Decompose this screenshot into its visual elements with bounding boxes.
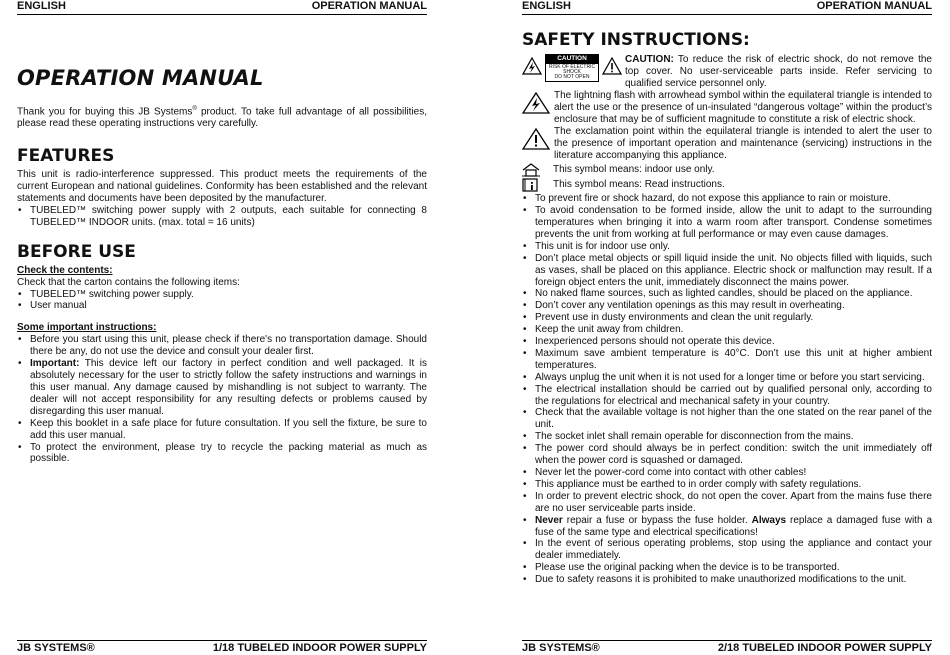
page-title: OPERATION MANUAL <box>17 66 264 90</box>
safety-list <box>522 193 932 586</box>
list-item: • Prevent use in dusty environments and clean the unit regularly. <box>522 312 932 324</box>
list-item: • Due to safety reasons it is prohibited to make unauthorized modifications to the unit. <box>522 574 932 586</box>
list-item: • In order to prevent electric shock, do not open the cover. Apart from the mains fuse there are no user serviceable parts inside. <box>522 491 932 515</box>
left-content <box>17 66 427 465</box>
list-item: • Please use the original packing when the device is to be transported. <box>522 562 932 574</box>
important-instructions-heading: Some important instructions: <box>17 322 157 334</box>
contents-list <box>17 289 427 313</box>
header-doc-type: OPERATION MANUAL <box>311 0 427 12</box>
footer-brand: JB SYSTEMS® <box>522 642 600 654</box>
list-item: • Maximum save ambient temperature is 40°C. Don’t use this unit at higher ambient temperatures. <box>522 348 932 372</box>
caution-text: CAUTION: To reduce the risk of electric shock, do not remove the top cover. No user-serviceable parts inside. Refer servicing to qualified service personnel only. <box>625 54 932 89</box>
footer-brand: JB SYSTEMS® <box>17 642 95 654</box>
features-paragraph: This unit is radio-interference suppressed. This product meets the requirements of the current European and national guidelines. Conformity has been established and the relevant statements and documents have been deposited by the manufacturer. <box>17 169 427 204</box>
list-item: • The electrical installation should be carried out by qualified personal only, according to the regulations for electrical and mechanical safety in your country. <box>522 384 932 408</box>
list-item: • To prevent fire or shock hazard, do not expose this appliance to rain or moisture. <box>522 193 932 205</box>
list-item: • Don’t place metal objects or spill liquid inside the unit. No objects filled with liquids, such as vases, shall be placed on this appliance. Electric shock or malfunction may result. If a foreign object enters the unit, immediately disconnect the mains power. <box>522 253 932 289</box>
list-item: • In the event of serious operating problems, stop using the appliance and contact your dealer immediately. <box>522 538 932 562</box>
header-language: ENGLISH <box>17 0 66 12</box>
list-item: • Never let the power-cord come into contact with other cables! <box>522 467 932 479</box>
check-contents-text: Check that the carton contains the following items: <box>17 276 240 288</box>
right-content <box>522 30 932 586</box>
left-page <box>17 0 427 654</box>
safety-title: SAFETY INSTRUCTIONS: <box>522 30 750 50</box>
list-item: • Before you start using this unit, please check if there's no transportation damage. Should there be any, do not use the device and consult your dealer first. <box>17 334 427 358</box>
read-instructions-icon <box>522 178 540 192</box>
footer-page-info: 2/18 TUBELED INDOOR POWER SUPPLY <box>717 642 932 654</box>
list-item: • Keep this booklet in a safe place for future consultation. If you sell the fixture, be sure to add this user manual. <box>17 418 427 442</box>
right-page <box>522 0 932 654</box>
caution-label: CAUTION RISK OF ELECTRIC SHOCK DO NOT OPEN <box>545 54 599 82</box>
read-instructions-row: This symbol means: Read instructions. <box>522 178 932 192</box>
page-footer <box>17 640 427 655</box>
intro-paragraph: Thank you for buying this JB Systems® product. To take full advantage of all possibilities, please read these operating instructions very carefully. <box>17 106 428 130</box>
exclamation-explanation: The exclamation point within the equilateral triangle is intended to alert the user to the presence of important operation and maintenance (servicing) instructions in the literature accompanying this appliance. <box>522 126 932 162</box>
list-item: • Inexperienced persons should not operate this device. <box>522 336 932 348</box>
list-item: • TUBELED™ switching power supply. <box>17 289 427 301</box>
list-item: • Always unplug the unit when it is not used for a longer time or before you start servicing. <box>522 372 932 384</box>
instructions-list <box>17 334 427 465</box>
list-item: • Don’t cover any ventilation openings as this may result in overheating. <box>522 300 932 312</box>
features-title: FEATURES <box>17 146 115 167</box>
check-contents-heading: Check the contents: <box>17 264 113 276</box>
list-item: • Check that the available voltage is not higher than the one stated on the rear panel of the unit. <box>522 407 932 431</box>
lightning-triangle-icon <box>522 92 550 114</box>
list-item: • To avoid condensation to be formed inside, allow the unit to adapt to the surrounding temperatures when bringing it into a warm room after transport. Condense sometimes prevents the unit from working at full performance or may even cause damages. <box>522 205 932 241</box>
list-item: • The power cord should always be in perfect condition: switch the unit immediately off when the power cord is squashed or damaged. <box>522 443 932 467</box>
exclamation-warning-icon <box>602 57 622 75</box>
list-item: • The socket inlet shall remain operable for disconnection from the mains. <box>522 431 932 443</box>
list-item: • TUBELED™ switching power supply with 2 outputs, each suitable for connecting 8 TUBELED™ INDOOR units. (max. total = 16 units) <box>17 205 427 229</box>
header-language: ENGLISH <box>522 0 571 12</box>
list-item: • Never repair a fuse or bypass the fuse holder. Always replace a damaged fuse with a fuse of the same type and electrical specifications! <box>522 515 932 539</box>
before-use-title: BEFORE USE <box>17 241 136 262</box>
page-footer <box>522 640 932 655</box>
indoor-use-icon <box>522 163 540 177</box>
list-item: • Important: This device left our factory in perfect condition and well packaged. It is absolutely necessary for the user to strictly follow the safety instructions and warnings in this user manual. Any damage caused by mishandling is not subject to warranty. The dealer will not accept responsibility for any resulting defects or problems caused by disregarding this user manual. <box>17 358 427 418</box>
indoor-symbol-row: This symbol means: indoor use only. <box>522 163 932 177</box>
list-item: • This unit is for indoor use only. <box>522 241 932 253</box>
list-item: • This appliance must be earthed to in order comply with safety regulations. <box>522 479 932 491</box>
list-item: • To protect the environment, please try to recycle the packing material as much as possible. <box>17 442 427 466</box>
list-item: • Keep the unit away from children. <box>522 324 932 336</box>
lightning-explanation: The lightning flash with arrowhead symbol within the equilateral triangle is intended to alert the use or the presence of un-insulated “dangerous voltage” within the product’s enclosure that may be of sufficient magnitude to constitute a risk of electric shock. <box>522 90 932 126</box>
footer-page-info: 1/18 TUBELED INDOOR POWER SUPPLY <box>212 642 427 654</box>
list-item: • No naked flame sources, such as lighted candles, should be placed on the appliance. <box>522 288 932 300</box>
caution-row <box>522 54 932 90</box>
list-item: • User manual <box>17 300 427 312</box>
header-doc-type: OPERATION MANUAL <box>816 0 932 12</box>
page-header <box>522 0 932 15</box>
page-header <box>17 0 427 15</box>
exclamation-triangle-icon <box>522 128 550 150</box>
lightning-warning-icon <box>522 57 542 75</box>
features-list <box>17 205 427 229</box>
